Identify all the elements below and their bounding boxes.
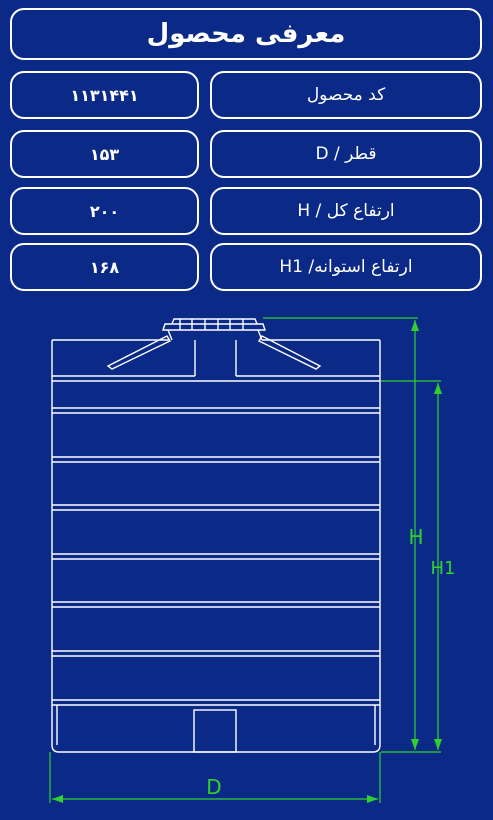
total-height-label: ارتفاع کل / H — [210, 187, 482, 235]
tank-outline — [52, 319, 380, 752]
product-code-label: کد محصول — [210, 71, 482, 119]
dimension-lines — [50, 318, 442, 803]
diameter-label: قطر / D — [210, 130, 482, 178]
h1-dimension-label: H1 — [430, 558, 456, 579]
d-dimension-label: D — [206, 775, 222, 799]
h-dimension-label: H — [408, 525, 424, 549]
cylinder-height-value: ۱۶۸ — [10, 243, 199, 291]
total-height-value: ۲۰۰ — [10, 187, 199, 235]
diameter-value: ۱۵۳ — [10, 130, 199, 178]
page-title: معرفی محصول — [10, 8, 482, 60]
product-code-value: ۱۱۳۱۴۴۱ — [10, 71, 199, 119]
cylinder-height-label: ارتفاع استوانه/ H1 — [210, 243, 482, 291]
